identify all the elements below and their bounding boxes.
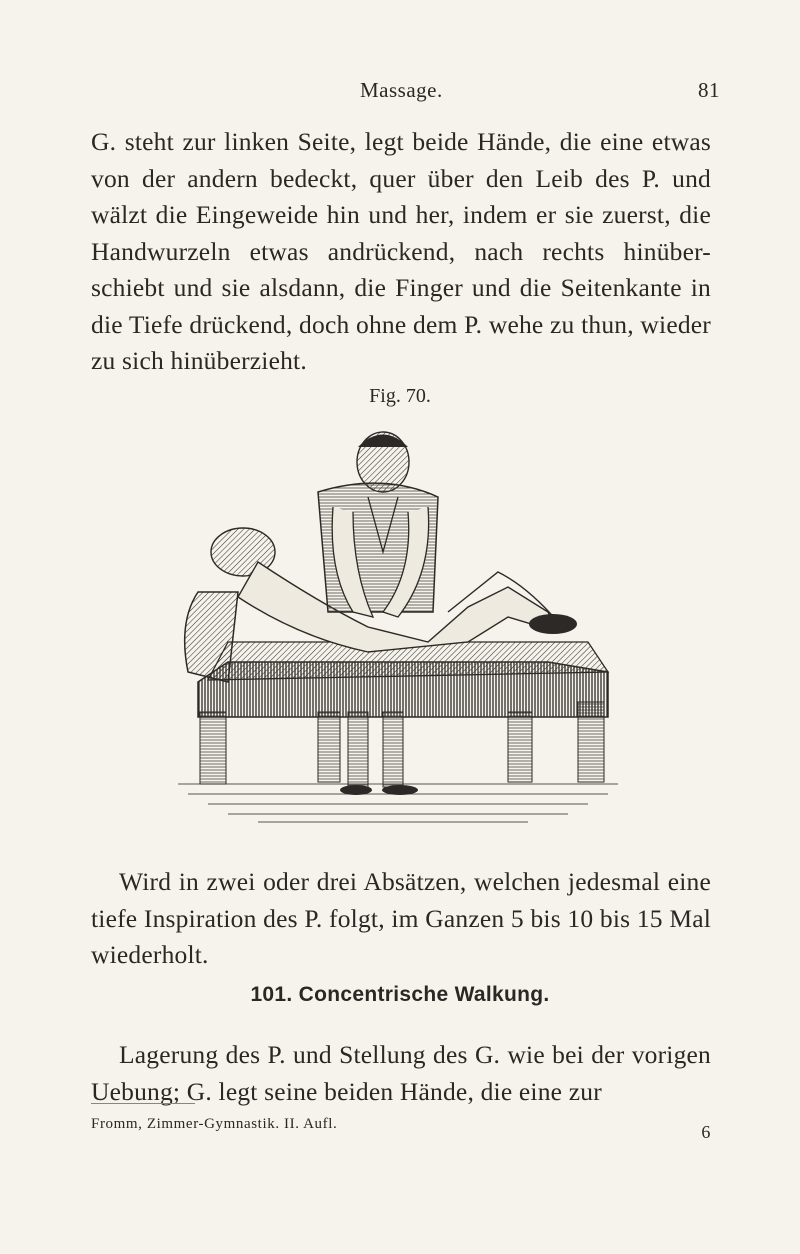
paragraph-1: G. steht zur linken Seite, legt beide Hände, die eine etwas von der andern bedeckt, quer über den Leib des P. und wälzt die Eingeweide hin und her, indem er sie zuerst, die Handwurzeln etwas andrückend, nach rechts hinüber-schiebt und sie alsdann, die Finger und die Seitenkante in die Tiefe drückend, doch ohne dem P. wehe zu thun, wieder zu sich hinüberzieht. bbox=[91, 127, 711, 375]
section-heading: 101. Concentrische Walkung. bbox=[250, 983, 550, 1006]
massage-illustration bbox=[168, 412, 628, 832]
figure-label: Fig. 70. bbox=[369, 385, 431, 407]
page-number: 81 bbox=[698, 78, 720, 102]
paragraph-2: Wird in zwei oder drei Absätzen, welchen jedesmal eine tiefe Inspiration des P. folgt, im Ganzen 5 bis 10 bis 15 Mal wiederholt. bbox=[91, 867, 711, 969]
signature-mark: 6 bbox=[701, 1122, 711, 1142]
footer-rule bbox=[91, 1103, 195, 1104]
running-head-title: Massage. bbox=[360, 78, 443, 102]
paragraph-3: Lagerung des P. und Stellung des G. wie bei der vorigen Uebung; G. legt seine beiden Hände, die eine zur bbox=[91, 1040, 711, 1106]
footer-text: Fromm, Zimmer-Gymnastik. II. Aufl. bbox=[91, 1116, 338, 1132]
footer bbox=[91, 1116, 711, 1142]
